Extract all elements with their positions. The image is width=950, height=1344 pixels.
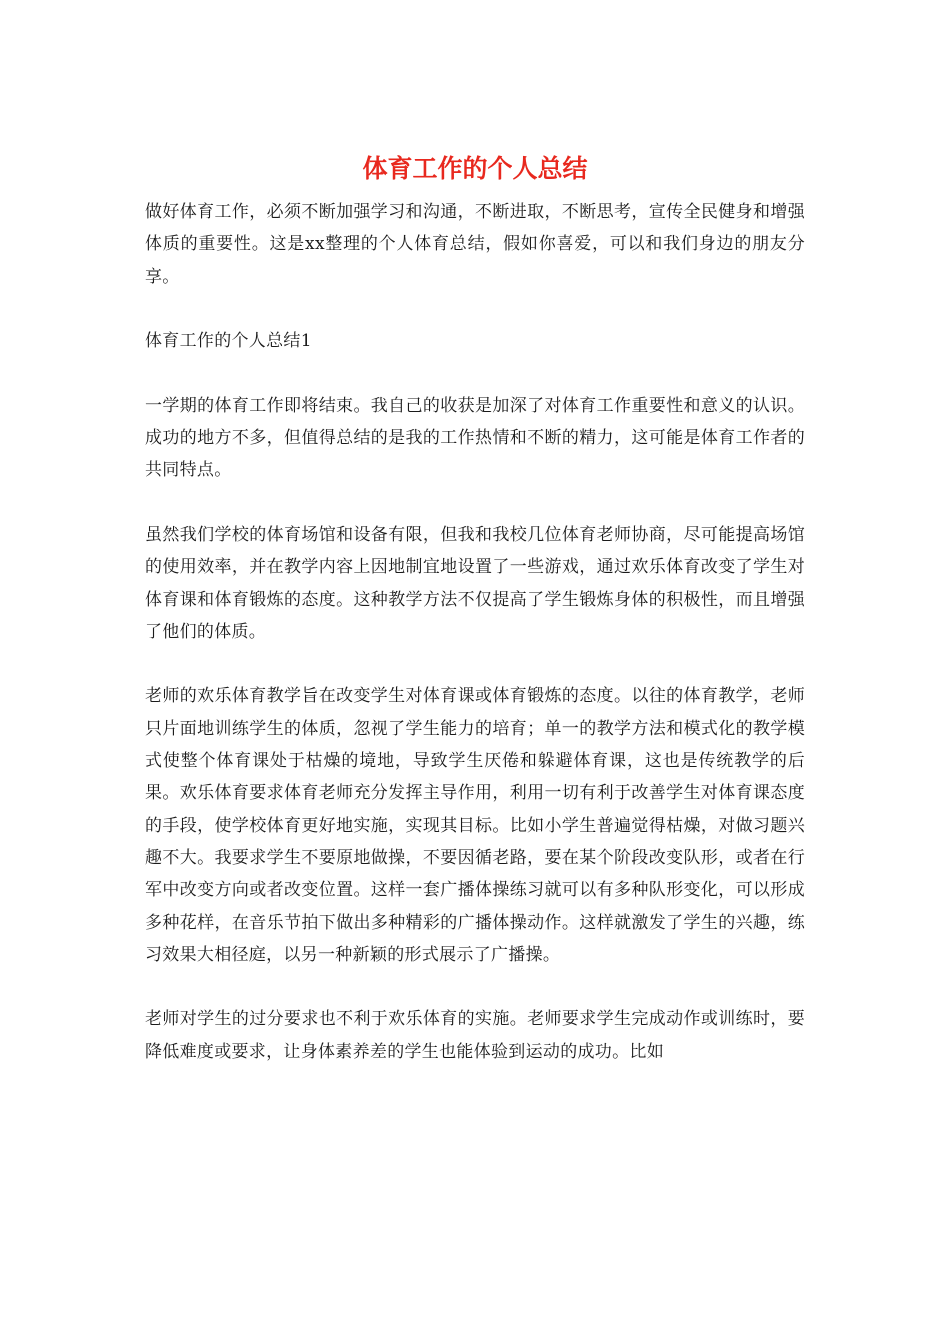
paragraph: 老师的欢乐体育教学旨在改变学生对体育课或体育锻炼的态度。以往的体育教学，老师只片面地训练学生的体质，忽视了学生能力的培育；单一的教学方法和模式化的教学模式使整个体育课处于枯燥的境地，导致学生厌倦和躲避体育课，这也是传统教学的后果。欢乐体育要求体育老师充分发挥主导作用，利用一切有利于改善学生对体育课态度的手段，使学校体育更好地实施，实现其目标。比如小学生普遍觉得枯燥，对做习题兴趣不大。我要求学生不要原地做操，不要因循老路，要在某个阶段改变队形，或者在行军中改变方向或者改变位置。这样一套广播体操练习就可以有多种队形变化，可以形成多种花样，在音乐节拍下做出多种精彩的广播体操动作。这样就激发了学生的兴趣，练习效果大相径庭，以另一种新颖的形式展示了广播操。 [145,686,805,965]
paragraph-gap [145,648,805,680]
paragraph-gap [145,293,805,325]
paragraph-gap [145,357,805,389]
document-title: 体育工作的个人总结 [362,154,588,183]
paragraph: 虽然我们学校的体育场馆和设备有限，但我和我校几位体育老师协商，尽可能提高场馆的使用效率，并在教学内容上因地制宜地设置了一些游戏，通过欢乐体育改变了学生对体育课和体育锻炼的态度。这种教学方法不仅提高了学生锻炼身体的积极性，而且增强了他们的体质。 [145,524,805,642]
paragraph-intro: 做好体育工作，必须不断加强学习和沟通，不断进取，不断思考，宣传全民健身和增强体质的重要性。这是xx整理的个人体育总结，假如你喜爱，可以和我们身边的朋友分享。 [145,202,805,287]
document-body [145,196,805,1068]
section-heading: 体育工作的个人总结1 [145,331,312,352]
paragraph-gap [145,487,805,519]
paragraph: 一学期的体育工作即将结束。我自己的收获是加深了对体育工作重要性和意义的认识。成功的地方不多，但值得总结的是我的工作热情和不断的精力，这可能是体育工作者的共同特点。 [145,395,805,481]
paragraph-gap [145,971,805,1003]
paragraph: 老师对学生的过分要求也不利于欢乐体育的实施。老师要求学生完成动作或训练时，要降低难度或要求，让身体素养差的学生也能体验到运动的成功。比如 [145,1009,805,1062]
